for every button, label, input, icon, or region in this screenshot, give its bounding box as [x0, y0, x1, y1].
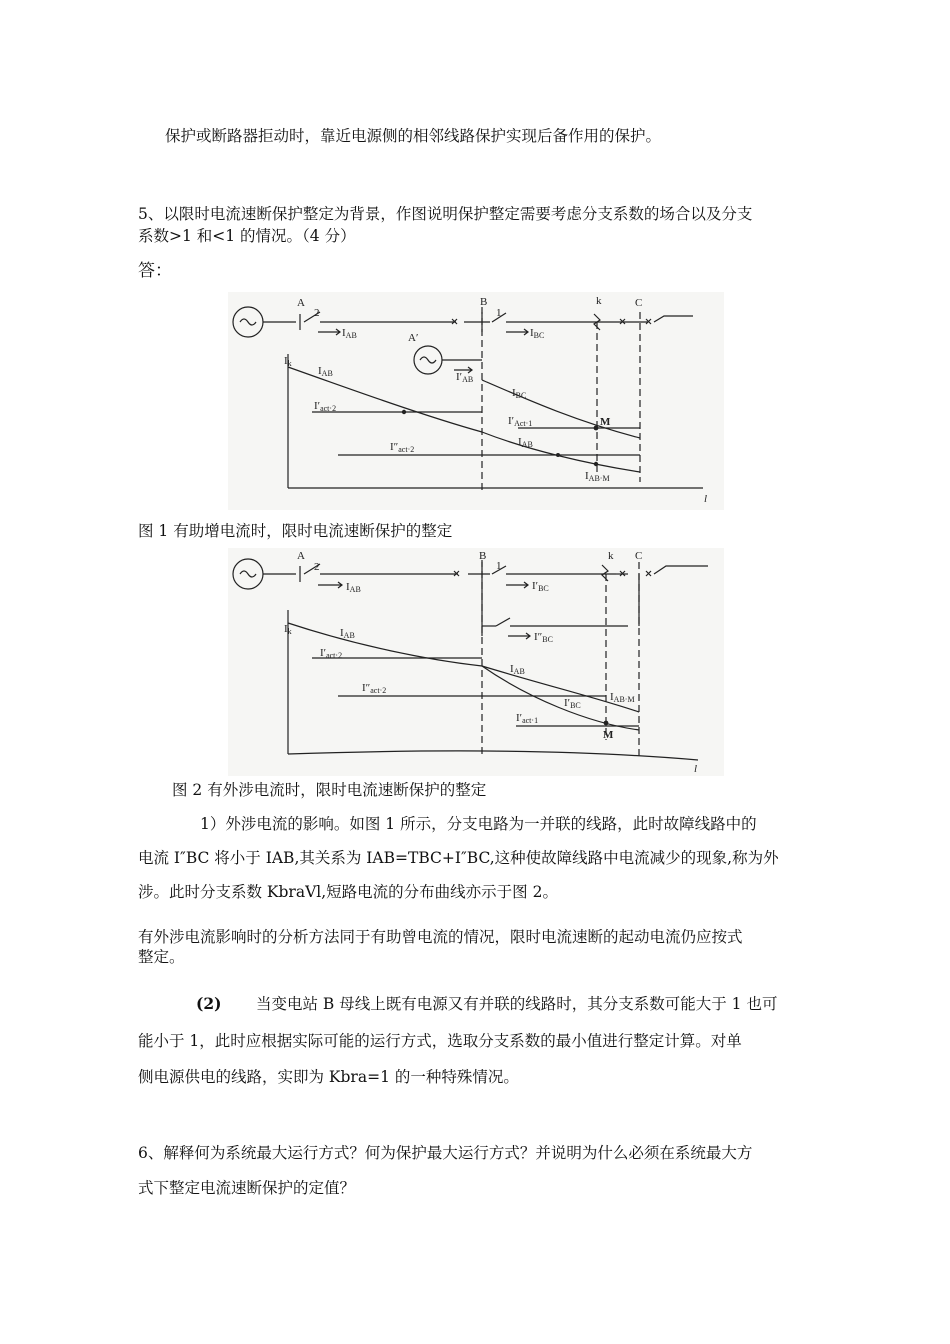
paragraph-3-line-3: 侧电源供电的线路，实即为 Kbra=1 的一种特殊情况。 — [138, 1068, 519, 1086]
svg-text:I′act·2 — [320, 647, 342, 660]
fig2-set2pp-sub: act·2 — [370, 686, 387, 695]
svg-text:IAB·M — [610, 691, 635, 704]
svg-text:IBC — [512, 387, 526, 400]
fig2-fault-k-label: k — [608, 550, 614, 562]
svg-text:I′BC — [564, 697, 581, 710]
fig1-curve-iab2-sub: AB — [521, 440, 533, 449]
paragraph-1-line-1: 1）外涉电流的影响。如图 1 所示，分支电路为一并联的线路，此时故障线路中的 — [200, 815, 757, 833]
paragraph-3-line-1: 当变电站 B 母线上既有电源又有并联的线路时，其分支系数可能大于 1 也可 — [256, 995, 778, 1013]
svg-text:I″act·2 — [362, 682, 386, 695]
fig1-set1-label: I′ — [508, 415, 515, 427]
fig2-iab-top-label: I — [346, 581, 350, 593]
figure-1 — [228, 292, 724, 510]
fig2-ik-label: I — [284, 623, 288, 635]
text-line-backup-protection: 保护或断路器拒动时，靠近电源侧的相邻线路保护实现后备作用的保护。 — [165, 127, 662, 145]
fig2-iabm-sub: AB·M — [613, 695, 635, 704]
fig2-bus-c-label: C — [635, 550, 643, 562]
fig2-ibc2-sub: BC — [542, 635, 553, 644]
fig2-curve-ibc-sub: BC — [570, 701, 581, 710]
fig2-curve-iab2-sub: AB — [513, 667, 525, 676]
svg-text:I″act·2 — [390, 441, 414, 454]
answer-label: 答： — [138, 261, 172, 281]
fig2-iab-top-sub: AB — [349, 585, 361, 594]
fig1-iab-prime-label: I′ — [456, 371, 463, 383]
svg-text:I′act·2 — [314, 400, 336, 413]
paragraph-3-number: (2) — [196, 994, 222, 1013]
fig2-set1-label: I′ — [516, 712, 523, 724]
svg-text:I″BC — [534, 631, 553, 644]
question-6-line-2: 式下整定电流速断保护的定值？ — [138, 1179, 356, 1197]
fig1-iab-top-label: I — [342, 327, 346, 339]
figure-2-caption: 图 2 有外涉电流时，限时电流速断保护的整定 — [172, 781, 487, 799]
fig2-point-m-label: M — [603, 729, 614, 741]
svg-text:IAB — [518, 436, 533, 449]
fig2-set2-sub: act·2 — [326, 651, 343, 660]
fig2-iabm-label: I — [610, 691, 614, 703]
fig2-curve-iab-label: I — [340, 627, 344, 639]
fig1-iabm-label: I — [585, 470, 589, 482]
paragraph-3-line-2: 能小于 1，此时应根据实际可能的运行方式，选取分支系数的最小值进行整定计算。对单 — [138, 1032, 742, 1050]
svg-text:I′Act·1 — [508, 415, 532, 428]
fig2-set2-label: I′ — [320, 647, 327, 659]
fig1-set2-label: I′ — [314, 400, 321, 412]
fig2-ibc1-label: I′ — [532, 580, 539, 592]
fig1-iab-top-sub: AB — [345, 331, 357, 340]
fig1-curve-ibc-sub: BC — [515, 391, 527, 400]
fig2-breaker-2-label: 2 — [314, 561, 320, 573]
svg-text:IAB — [318, 365, 333, 378]
fig1-ibc-top-label: I — [530, 327, 534, 339]
fig2-ibc1-sub: BC — [538, 584, 549, 593]
fig2-bus-a-label: A — [297, 550, 305, 562]
fig1-curve-iab-label: I — [318, 365, 322, 377]
svg-text:IBC — [530, 327, 544, 340]
fig1-curve-ibc-label: I — [512, 387, 516, 399]
fig1-iab-prime-sub: AB — [462, 375, 474, 384]
svg-text:I′BC — [532, 580, 549, 593]
svg-text:IAB — [340, 627, 355, 640]
paragraph-1-line-2: 电流 I″BC 将小于 IAB,其关系为 IAB=TBC+I″BC,这种使故障线路中电流减少的现象,称为外 — [138, 849, 779, 867]
fig1-bus-b-label: B — [480, 296, 488, 308]
question-5-line-2: 系数>1 和<1 的情况。（4 分） — [138, 227, 356, 245]
fig2-bus-b-label: B — [479, 550, 487, 562]
figure-2-diagram — [228, 548, 724, 776]
fig1-breaker-2-label: 2 — [314, 307, 320, 319]
curve-iab-2 — [482, 666, 639, 712]
curve-ibc — [482, 380, 640, 438]
fig2-set2pp-label: I″ — [362, 682, 371, 694]
question-6-line-1: 6、解释何为系统最大运行方式？何为保护最大运行方式？并说明为什么必须在系统最大方 — [138, 1144, 753, 1162]
fig2-ik-sub: k — [287, 627, 292, 636]
fig1-source-a-prime-label: A′ — [408, 332, 419, 344]
fig2-ibc2-label: I″ — [534, 631, 543, 643]
svg-text:IAB — [510, 663, 525, 676]
fig1-set2pp-label: I″ — [390, 441, 399, 453]
curve-iab-2 — [482, 432, 640, 472]
fig2-curve-iab-sub: AB — [343, 631, 355, 640]
fig1-set1-sub: Act·1 — [514, 419, 533, 428]
fig1-bus-a-label: A — [297, 297, 305, 309]
fig2-curve-iab2-label: I — [510, 663, 514, 675]
svg-text:I′AB — [456, 371, 473, 384]
question-5-line-1: 5、以限时电流速断保护整定为背景，作图说明保护整定需要考虑分支系数的场合以及分支 — [138, 205, 753, 223]
fig1-breaker-1-label: 1 — [496, 307, 502, 319]
curve-iab-1 — [288, 623, 482, 666]
fig1-ik-sub: k — [287, 359, 292, 368]
fig1-fault-k-label: k — [596, 295, 602, 307]
figure-2 — [228, 548, 724, 776]
svg-text:IAB — [342, 327, 357, 340]
svg-text:I′act·1 — [516, 712, 538, 725]
figure-1-diagram — [228, 292, 724, 510]
fig1-point-m-label: M — [600, 416, 611, 428]
fig1-ibc-top-sub: BC — [533, 331, 545, 340]
svg-text:IAB — [346, 581, 361, 594]
fig2-axis-l-label: l — [694, 763, 698, 775]
fig1-bus-c-label: C — [635, 297, 643, 309]
fig1-iabm-sub: AB·M — [588, 474, 610, 483]
fig1-curve-iab-sub: AB — [321, 369, 333, 378]
paragraph-2-line-2: 整定。 — [138, 948, 185, 966]
fig1-set2-sub: act·2 — [320, 404, 337, 413]
fig2-curve-ibc-label: I′ — [564, 697, 571, 709]
fig1-axis-l-label: l — [704, 493, 708, 505]
fig2-breaker-1-label: 1 — [496, 560, 502, 572]
fig1-set2pp-sub: act·2 — [398, 445, 415, 454]
paragraph-2-line-1: 有外涉电流影响时的分析方法同于有助曾电流的情况，限时电流速断的起动电流仍应按式 — [138, 928, 743, 946]
figure-1-caption: 图 1 有助增电流时，限时电流速断保护的整定 — [138, 522, 453, 540]
fig1-curve-iab2-label: I — [518, 436, 522, 448]
paragraph-1-line-3: 涉。此时分支系数 KbraVl,短路电流的分布曲线亦示于图 2。 — [138, 883, 558, 901]
fig1-ik-label: I — [284, 355, 288, 367]
fig2-set1-sub: act·1 — [522, 716, 539, 725]
